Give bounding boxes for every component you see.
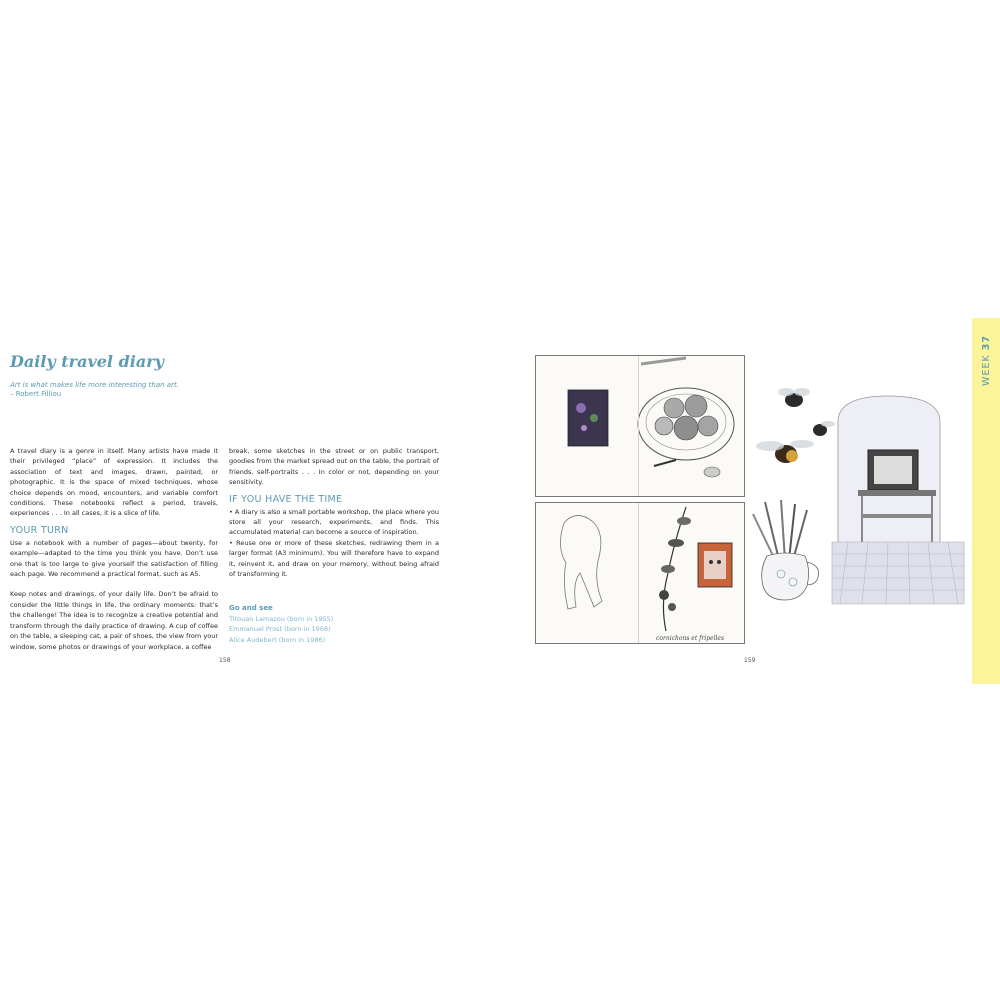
page-number-left: 158 bbox=[219, 657, 231, 664]
text-column-2 bbox=[229, 446, 439, 645]
tv-room-sketch bbox=[828, 392, 968, 610]
week-label: WEEK bbox=[980, 353, 992, 386]
artist-item: Titouan Lamazou (born in 1955) bbox=[229, 614, 334, 623]
artist-item: Alice Audebert (born in 1986) bbox=[229, 635, 326, 644]
page-number-right: 159 bbox=[744, 657, 756, 664]
your-turn-heading: YOUR TURN bbox=[10, 524, 69, 536]
epigraph-quote: Art is what makes life more interesting than art. bbox=[10, 381, 179, 389]
text-column-1 bbox=[10, 446, 218, 652]
week-tab-label bbox=[972, 330, 1000, 390]
sketchbook-spread-plants bbox=[535, 502, 745, 644]
your-turn-paragraph-2: Keep notes and drawings, of your daily life. Don’t be afraid to consider the little things in life, the ordinary moments: that’s the challenge! The idea is to recognize a creative potential and transform through the daily practice of drawing. A cup of coffee on the table, a sleeping cat, a pair of shoes, the view from your window, some photos or drawings of your workplace, a coffee bbox=[10, 590, 218, 651]
if-time-bullet-1: • A diary is also a small portable workshop, the place where you store all your research, experiments, and finds. This accumulated material can become a source of inspiration. bbox=[229, 507, 439, 537]
sketch-caption: cornichons et fripelles bbox=[656, 635, 725, 642]
continued-paragraph: break, some sketches in the street or on public transport, goodies from the market spread out on the table, the portrait of friends, self-portraits . . . In color or not, depending on your sensitivity. bbox=[229, 447, 439, 487]
week-number: 37 bbox=[980, 334, 992, 350]
pencil-jar-sketch bbox=[745, 500, 825, 604]
week-tab bbox=[972, 318, 1000, 684]
still-life-sketch bbox=[536, 356, 744, 496]
bee-sketches bbox=[748, 382, 838, 482]
if-time-bullet-2: • Reuse one or more of these sketches, redrawing them in a larger format (A3 minimum). You will therefore have to expand it, reinvent it, and draw on your memory, without being afraid of transforming it. bbox=[229, 538, 439, 579]
intro-paragraph: A travel diary is a genre in itself. Many artists have made it their privileged “place” of expression. It includes the association of text and images, drawn, painted, or photographic. It is the space of mixed techniques, whose choice depends on mood, encounters, and variable comfort conditions. These notebooks reflect a period, travels, experiences . . . In all cases, it is a slice of life. bbox=[10, 447, 218, 518]
if-you-have-the-time-heading: IF YOU HAVE THE TIME bbox=[229, 493, 343, 505]
epigraph-author: – Robert Filliou bbox=[10, 390, 62, 398]
page-title: Daily travel diary bbox=[10, 352, 164, 371]
sketchbook-spread-still-life bbox=[535, 355, 745, 497]
go-and-see-heading: Go and see bbox=[229, 604, 273, 613]
artist-item: Emmanuel Prost (born in 1968) bbox=[229, 625, 331, 634]
plants-sketch bbox=[536, 503, 744, 643]
your-turn-paragraph-1: Use a notebook with a number of pages—about twenty, for example—adapted to the time you think you have. Don’t use one that is too large to give yourself the satisfaction of filling each page. We recommend a practical format, such as A5. bbox=[10, 538, 218, 579]
epigraph bbox=[10, 381, 179, 399]
